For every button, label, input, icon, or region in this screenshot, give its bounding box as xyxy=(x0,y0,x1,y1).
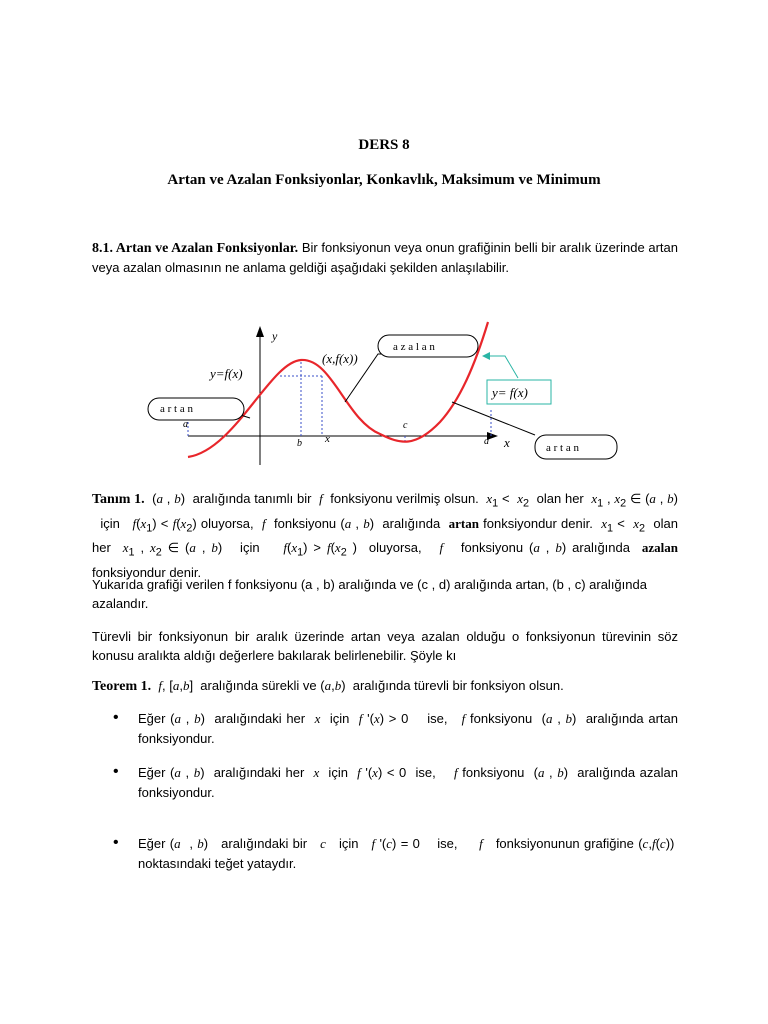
section-heading: 8.1. Artan ve Azalan Fonksiyonlar. xyxy=(92,241,299,256)
definition-paragraph: Tanım 1. (a , b) aralığında tanımlı bir f fonksiyonu verilmiş olsun. $x_1 < x_2$ olan her $x_1$ , $x_2$ ∈ (a , b) için $f(x_1) < f(x_2)$ oluyorsa, f fonksiyonu (a , b) aralığında artan fonksiyondur denir. $x_1 < x_2$ olan her $x_1$ , $x_2$ ∈ (a , b) için $f(x_1) > f(x_2$ ) oluyorsa, f fonksiyonu (a , b) aralığında azalan fonksiyondur denir. xyxy=(92,491,678,580)
y-axis-label: y xyxy=(272,329,278,343)
bullet-marker-2: • xyxy=(113,763,119,780)
callout-artan-left-label: a r t a n xyxy=(160,403,193,415)
y-axis-arrow xyxy=(256,326,264,337)
paragraph-derivative: Türevli bir fonksiyonun bir aralık üzerinde artan veya azalan olduğu o fonksiyonun türevinin söz konusu aralıkta aldığı değerlere bakılarak belirlenebilir. Şöyle kı xyxy=(92,629,678,663)
definition-label: Tanım 1. xyxy=(92,492,145,507)
section-intro-text: Bir fonksiyonun veya onun grafiğinin belli bir aralık üzerinde artan veya azalan olmasının ne anlama geldiği aşağıdaki şekilden anlaşılabilir. xyxy=(92,240,678,275)
tick-x: x xyxy=(325,433,330,445)
box-pointer-arrow xyxy=(482,352,490,360)
tick-b: b xyxy=(297,438,302,449)
lesson-title: DERS 8 xyxy=(358,137,410,153)
callout-artan-right-label: a r t a n xyxy=(546,442,579,454)
theorem-label: Teorem 1. xyxy=(92,679,152,694)
tick-d: d xyxy=(484,436,489,447)
function-label-right: y= f(x) xyxy=(492,385,528,400)
bullet-decreasing: Eğer (a , b) aralığındaki her x için f '(x) < 0 ise, f fonksiyonu (a , b) aralığında azalan fonksiyondur. xyxy=(138,765,678,800)
section-intro xyxy=(92,238,678,277)
paragraph-intervals: Yukarıda grafiği verilen f fonksiyonu (a , b) aralığında ve (c , d) aralığında artan, (b , c) aralığında azalandır. xyxy=(92,577,647,611)
bullet-stationary: Eğer (a , b) aralığındaki bir c için f '(c) = 0 ise, f fonksiyonunun grafiğine (c,f(c)) noktasındaki teğet yataydır. xyxy=(138,836,678,871)
tick-c: c xyxy=(403,420,408,431)
x-axis-label: x xyxy=(504,435,510,450)
lesson-subtitle: Artan ve Azalan Fonksiyonlar, Konkavlık, Maksimum ve Minimum xyxy=(167,172,601,188)
bullet-marker-3: • xyxy=(113,834,119,851)
callout-artan-right-pointer xyxy=(452,402,535,435)
function-label-left: y=f(x) xyxy=(210,366,243,381)
bullet-increasing: Eğer (a , b) aralığındaki her x için f '(x) > 0 ise, f fonksiyonu (a , b) aralığında artan fonksiyondur. xyxy=(138,711,679,746)
callout-azalan-label: a z a l a n xyxy=(393,341,435,353)
theorem-statement: Teorem 1. f, [a,b] aralığında sürekli ve (a,b) aralığında türevli bir fonksiyon olsun. xyxy=(92,678,564,694)
bullet-marker-1: • xyxy=(113,709,119,726)
function-graph xyxy=(140,310,630,470)
tick-a: a xyxy=(183,419,188,430)
point-label: (x,f(x)) xyxy=(322,351,358,366)
